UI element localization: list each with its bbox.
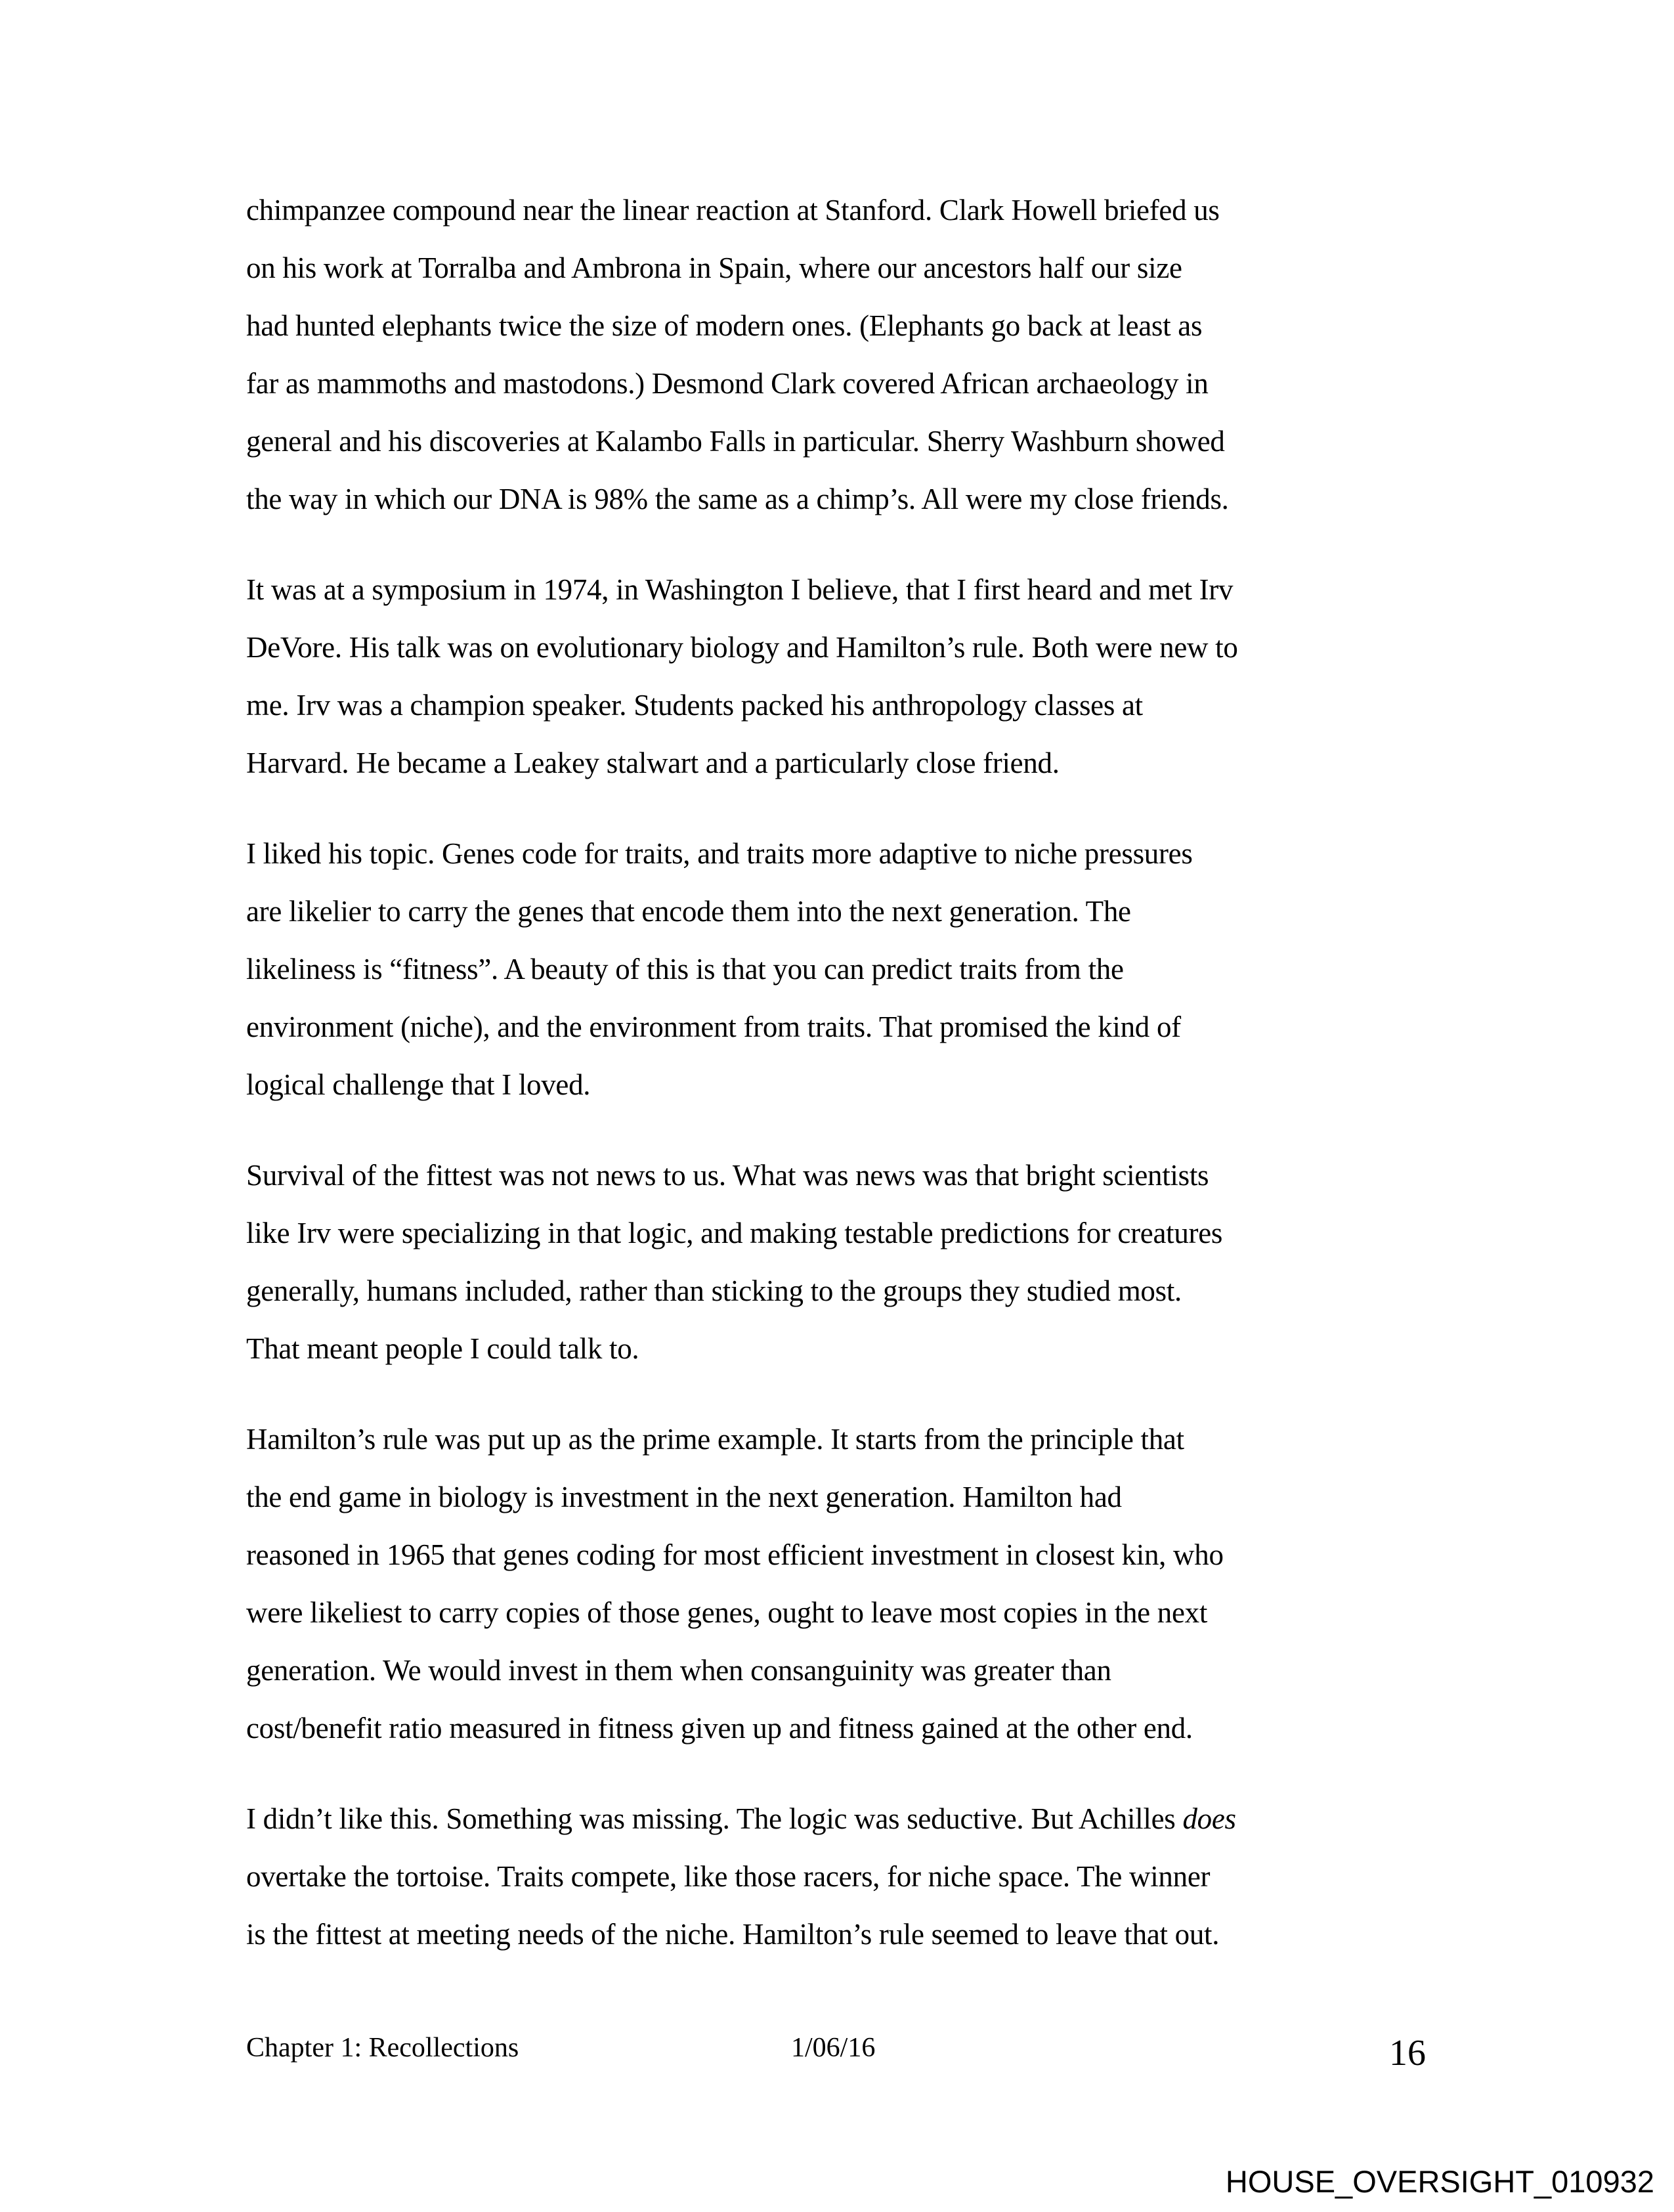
- text-segment: It was at a symposium in 1974, in Washington I believe, that I first heard and met Irv: [246, 573, 1234, 606]
- text-segment: generally, humans included, rather than sticking to the groups they studied most.: [246, 1274, 1182, 1307]
- italic-text-segment: does: [1182, 1802, 1236, 1835]
- text-line: [246, 1905, 1428, 1963]
- text-segment: me. Irv was a champion speaker. Students packed his anthropology classes at: [246, 689, 1143, 722]
- text-line: [246, 1320, 1428, 1377]
- text-line: [246, 355, 1428, 412]
- text-line: [246, 998, 1428, 1056]
- text-segment: like Irv were specializing in that logic, and making testable predictions for creatures: [246, 1217, 1223, 1249]
- text-segment: is the fittest at meeting needs of the niche. Hamilton’s rule seemed to leave that out.: [246, 1918, 1220, 1951]
- text-line: [246, 470, 1428, 528]
- text-segment: had hunted elephants twice the size of modern ones. (Elephants go back at least as: [246, 309, 1203, 342]
- text-line: [246, 1056, 1428, 1114]
- text-line: [246, 940, 1428, 998]
- text-segment: on his work at Torralba and Ambrona in Spain, where our ancestors half our size: [246, 251, 1182, 284]
- text-line: [246, 181, 1428, 239]
- text-block: [246, 181, 1428, 1996]
- text-segment: Hamilton’s rule was put up as the prime example. It starts from the principle that: [246, 1423, 1184, 1456]
- text-segment: overtake the tortoise. Traits compete, like those racers, for niche space. The winner: [246, 1860, 1211, 1893]
- footer-date: 1/06/16: [791, 2033, 876, 2063]
- text-segment: I liked his topic. Genes code for traits, and traits more adaptive to niche pressures: [246, 837, 1193, 870]
- text-segment: environment (niche), and the environment from traits. That promised the kind of: [246, 1010, 1181, 1043]
- text-segment: the end game in biology is investment in the next generation. Hamilton had: [246, 1481, 1122, 1513]
- text-line: [246, 734, 1428, 792]
- text-line: [246, 1584, 1428, 1641]
- bates-stamp: HOUSE_OVERSIGHT_010932: [1225, 2164, 1654, 2199]
- footer-chapter-label: Chapter 1: Recollections: [246, 2033, 519, 2063]
- text-segment: I didn’t like this. Something was missing. The logic was seductive. But Achilles: [246, 1802, 1183, 1835]
- text-line: [246, 1641, 1428, 1699]
- paragraph: [246, 181, 1428, 528]
- text-segment: are likelier to carry the genes that encode them into the next generation. The: [246, 895, 1131, 928]
- text-line: [246, 825, 1428, 882]
- text-segment: Harvard. He became a Leakey stalwart and a particularly close friend.: [246, 747, 1060, 779]
- text-segment: chimpanzee compound near the linear reaction at Stanford. Clark Howell briefed us: [246, 194, 1220, 227]
- text-line: [246, 561, 1428, 618]
- text-line: [246, 297, 1428, 355]
- text-line: [246, 1468, 1428, 1526]
- text-line: [246, 882, 1428, 940]
- text-line: [246, 412, 1428, 470]
- paragraph: [246, 561, 1428, 792]
- text-segment: logical challenge that I loved.: [246, 1068, 591, 1101]
- text-segment: general and his discoveries at Kalambo Falls in particular. Sherry Washburn showed: [246, 425, 1225, 458]
- footer-page-number: 16: [1389, 2033, 1426, 2073]
- text-line: [246, 1848, 1428, 1905]
- text-segment: the way in which our DNA is 98% the same as a chimp’s. All were my close friends.: [246, 483, 1229, 515]
- text-segment: likeliness is “fitness”. A beauty of this is that you can predict traits from the: [246, 953, 1124, 986]
- text-segment: That meant people I could talk to.: [246, 1332, 639, 1365]
- paragraph: [246, 1790, 1428, 1963]
- text-line: [246, 676, 1428, 734]
- text-line: [246, 1204, 1428, 1262]
- paragraph: [246, 1410, 1428, 1757]
- text-line: [246, 1790, 1428, 1848]
- text-segment: were likeliest to carry copies of those genes, ought to leave most copies in the next: [246, 1596, 1208, 1629]
- text-segment: cost/benefit ratio measured in fitness given up and fitness gained at the other end.: [246, 1712, 1193, 1745]
- text-line: [246, 239, 1428, 297]
- paragraph: [246, 825, 1428, 1114]
- text-segment: Survival of the fittest was not news to us. What was news was that bright scientists: [246, 1159, 1209, 1192]
- text-line: [246, 1526, 1428, 1584]
- text-line: [246, 1699, 1428, 1757]
- text-segment: generation. We would invest in them when consanguinity was greater than: [246, 1654, 1111, 1687]
- text-segment: DeVore. His talk was on evolutionary biology and Hamilton’s rule. Both were new to: [246, 631, 1238, 664]
- paragraph: [246, 1146, 1428, 1377]
- text-line: [246, 618, 1428, 676]
- text-segment: far as mammoths and mastodons.) Desmond Clark covered African archaeology in: [246, 367, 1209, 400]
- text-segment: reasoned in 1965 that genes coding for most efficient investment in closest kin, who: [246, 1538, 1224, 1571]
- text-line: [246, 1262, 1428, 1320]
- text-line: [246, 1146, 1428, 1204]
- text-line: [246, 1410, 1428, 1468]
